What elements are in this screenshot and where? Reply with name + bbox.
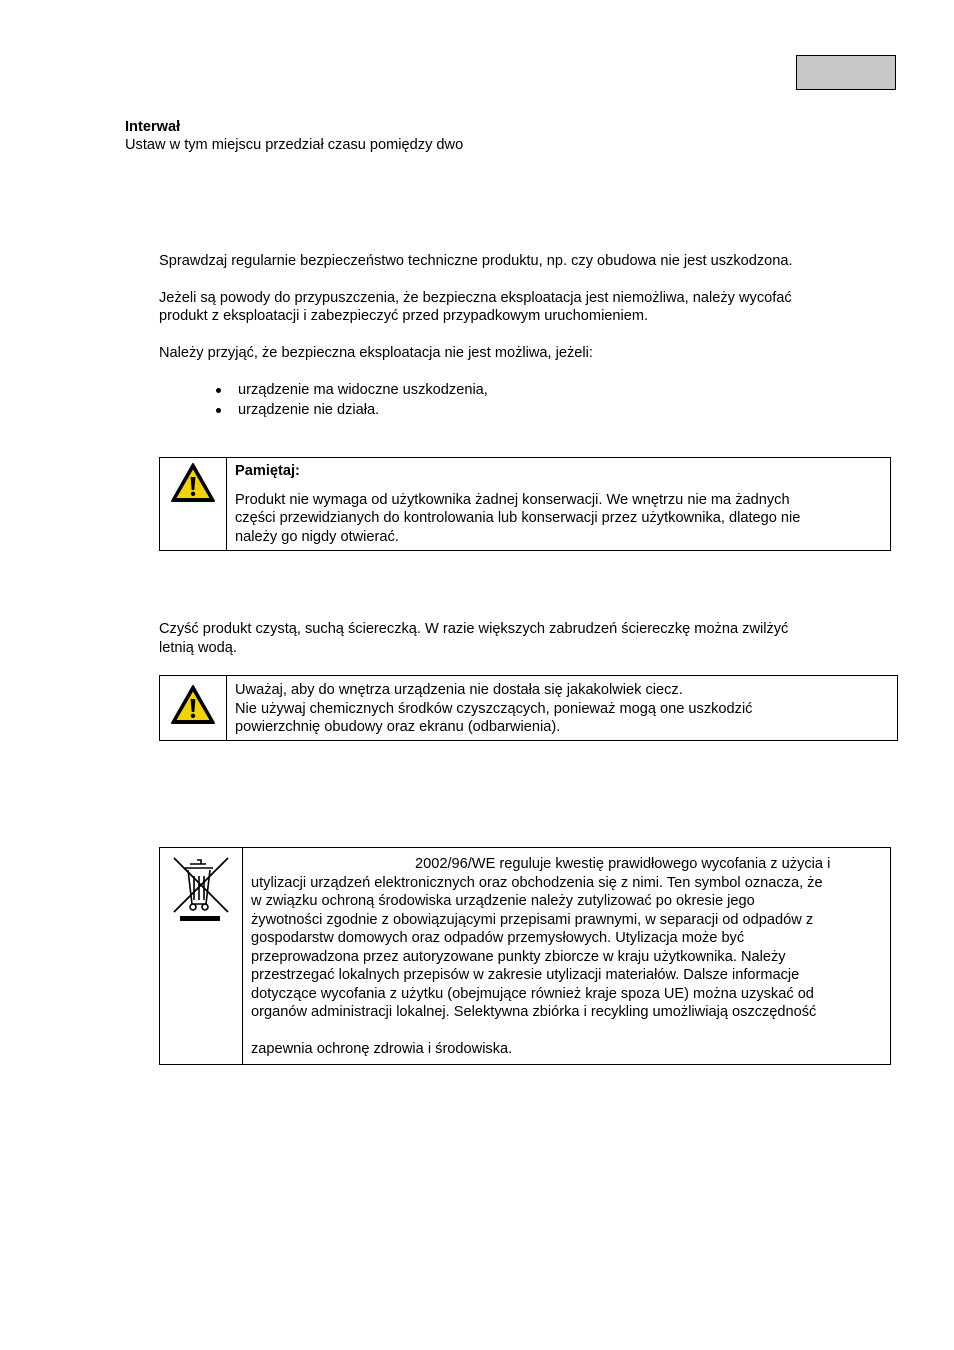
safety-paragraph-2-line-2: produkt z eksploatacji i zabezpieczyć przed przypadkowym uruchomieniem.	[159, 308, 649, 324]
maintenance-note-box	[159, 457, 891, 551]
disposal-line: przeprowadzona przez autoryzowane punkty zbiorcze w kraju użytkownika. Należy	[251, 948, 786, 965]
disposal-line: organów administracji lokalnej. Selektywna zbiórka i recykling umożliwiają oszczędność	[251, 1004, 817, 1020]
disposal-line: 2002/96/WE reguluje kwestię prawidłowego wycofania z użycia i	[415, 856, 831, 872]
safety-paragraph-3: Należy przyjąć, że bezpieczna eksploatacja nie jest możliwa, jeżeli:	[159, 345, 593, 361]
unsafe-conditions-list	[214, 381, 488, 421]
list-item: urządzenie ma widoczne uszkodzenia,	[214, 381, 488, 401]
warning-icon-cell	[160, 676, 227, 740]
note-title: Pamiętaj:	[235, 463, 300, 479]
safety-paragraph-1: Sprawdzaj regularnie bezpieczeństwo techniczne produktu, np. czy obudowa nie jest uszkodzona.	[159, 253, 793, 269]
cleaning-warning-box	[159, 675, 898, 741]
list-item: urządzenie nie działa.	[214, 401, 488, 421]
disposal-info-text	[243, 848, 890, 1064]
cleaning-paragraph-line-2: letnią wodą.	[159, 640, 237, 656]
disposal-line: w związku ochroną środowiska urządzenie należy zutylizować po okresie jego	[251, 893, 755, 909]
disposal-line: przestrzegać lokalnych przepisów w zakresie utylizacji materiałów. Dalsze informacje	[251, 967, 800, 983]
disposal-line: utylizacji urządzeń elektronicznych oraz obchodzenia się z nimi. Ten symbol oznacza, że	[251, 874, 823, 891]
warning-icon-cell	[160, 458, 227, 550]
warning-triangle-icon	[170, 684, 216, 726]
disposal-line: gospodarstw domowych oraz odpadów przemysłowych. Utylizacja może być	[251, 930, 745, 946]
disposal-line: żywotności zgodnie z obowiązującymi przepisami prawnymi, w separacji od odpadów z	[251, 911, 814, 928]
language-tab-box	[796, 55, 896, 90]
note-line: części przewidzianych do kontrolowania lub konserwacji przez użytkownika, dlatego nie	[235, 510, 801, 526]
note-line: Uważaj, aby do wnętrza urządzenia nie dostała się jakakolwiek ciecz.	[235, 682, 683, 698]
cleaning-paragraph-line-1: Czyść produkt czystą, suchą ściereczką. W razie większych zabrudzeń ściereczkę można zwilżyć	[159, 621, 789, 637]
interval-text: Ustaw w tym miejscu przedział czasu pomiędzy dwo	[125, 137, 464, 153]
disposal-line: dotyczące wycofania z użytku (obejmujące również kraje spoza UE) można uzyskać od	[251, 985, 814, 1002]
note-line: powierzchnię obudowy oraz ekranu (odbarwienia).	[235, 719, 561, 735]
cleaning-warning-text	[227, 676, 897, 740]
note-line: należy go nigdy otwierać.	[235, 528, 399, 545]
disposal-info-box	[159, 847, 891, 1065]
weee-icon-cell	[160, 848, 243, 1064]
warning-triangle-icon	[170, 462, 216, 504]
note-line: Produkt nie wymaga od użytkownika żadnej konserwacji. We wnętrzu nie ma żadnych	[235, 491, 790, 508]
maintenance-note-text	[227, 458, 890, 550]
disposal-last-line: zapewnia ochronę zdrowia i środowiska.	[251, 1040, 513, 1057]
safety-paragraph-2-line-1: Jeżeli są powody do przypuszczenia, że bezpieczna eksploatacja jest niemożliwa, należy wycofać	[159, 290, 792, 306]
note-line: Nie używaj chemicznych środków czyszczących, ponieważ mogą one uszkodzić	[235, 700, 753, 717]
interval-heading: Interwał	[125, 119, 181, 135]
crossed-out-bin-icon	[170, 854, 232, 924]
